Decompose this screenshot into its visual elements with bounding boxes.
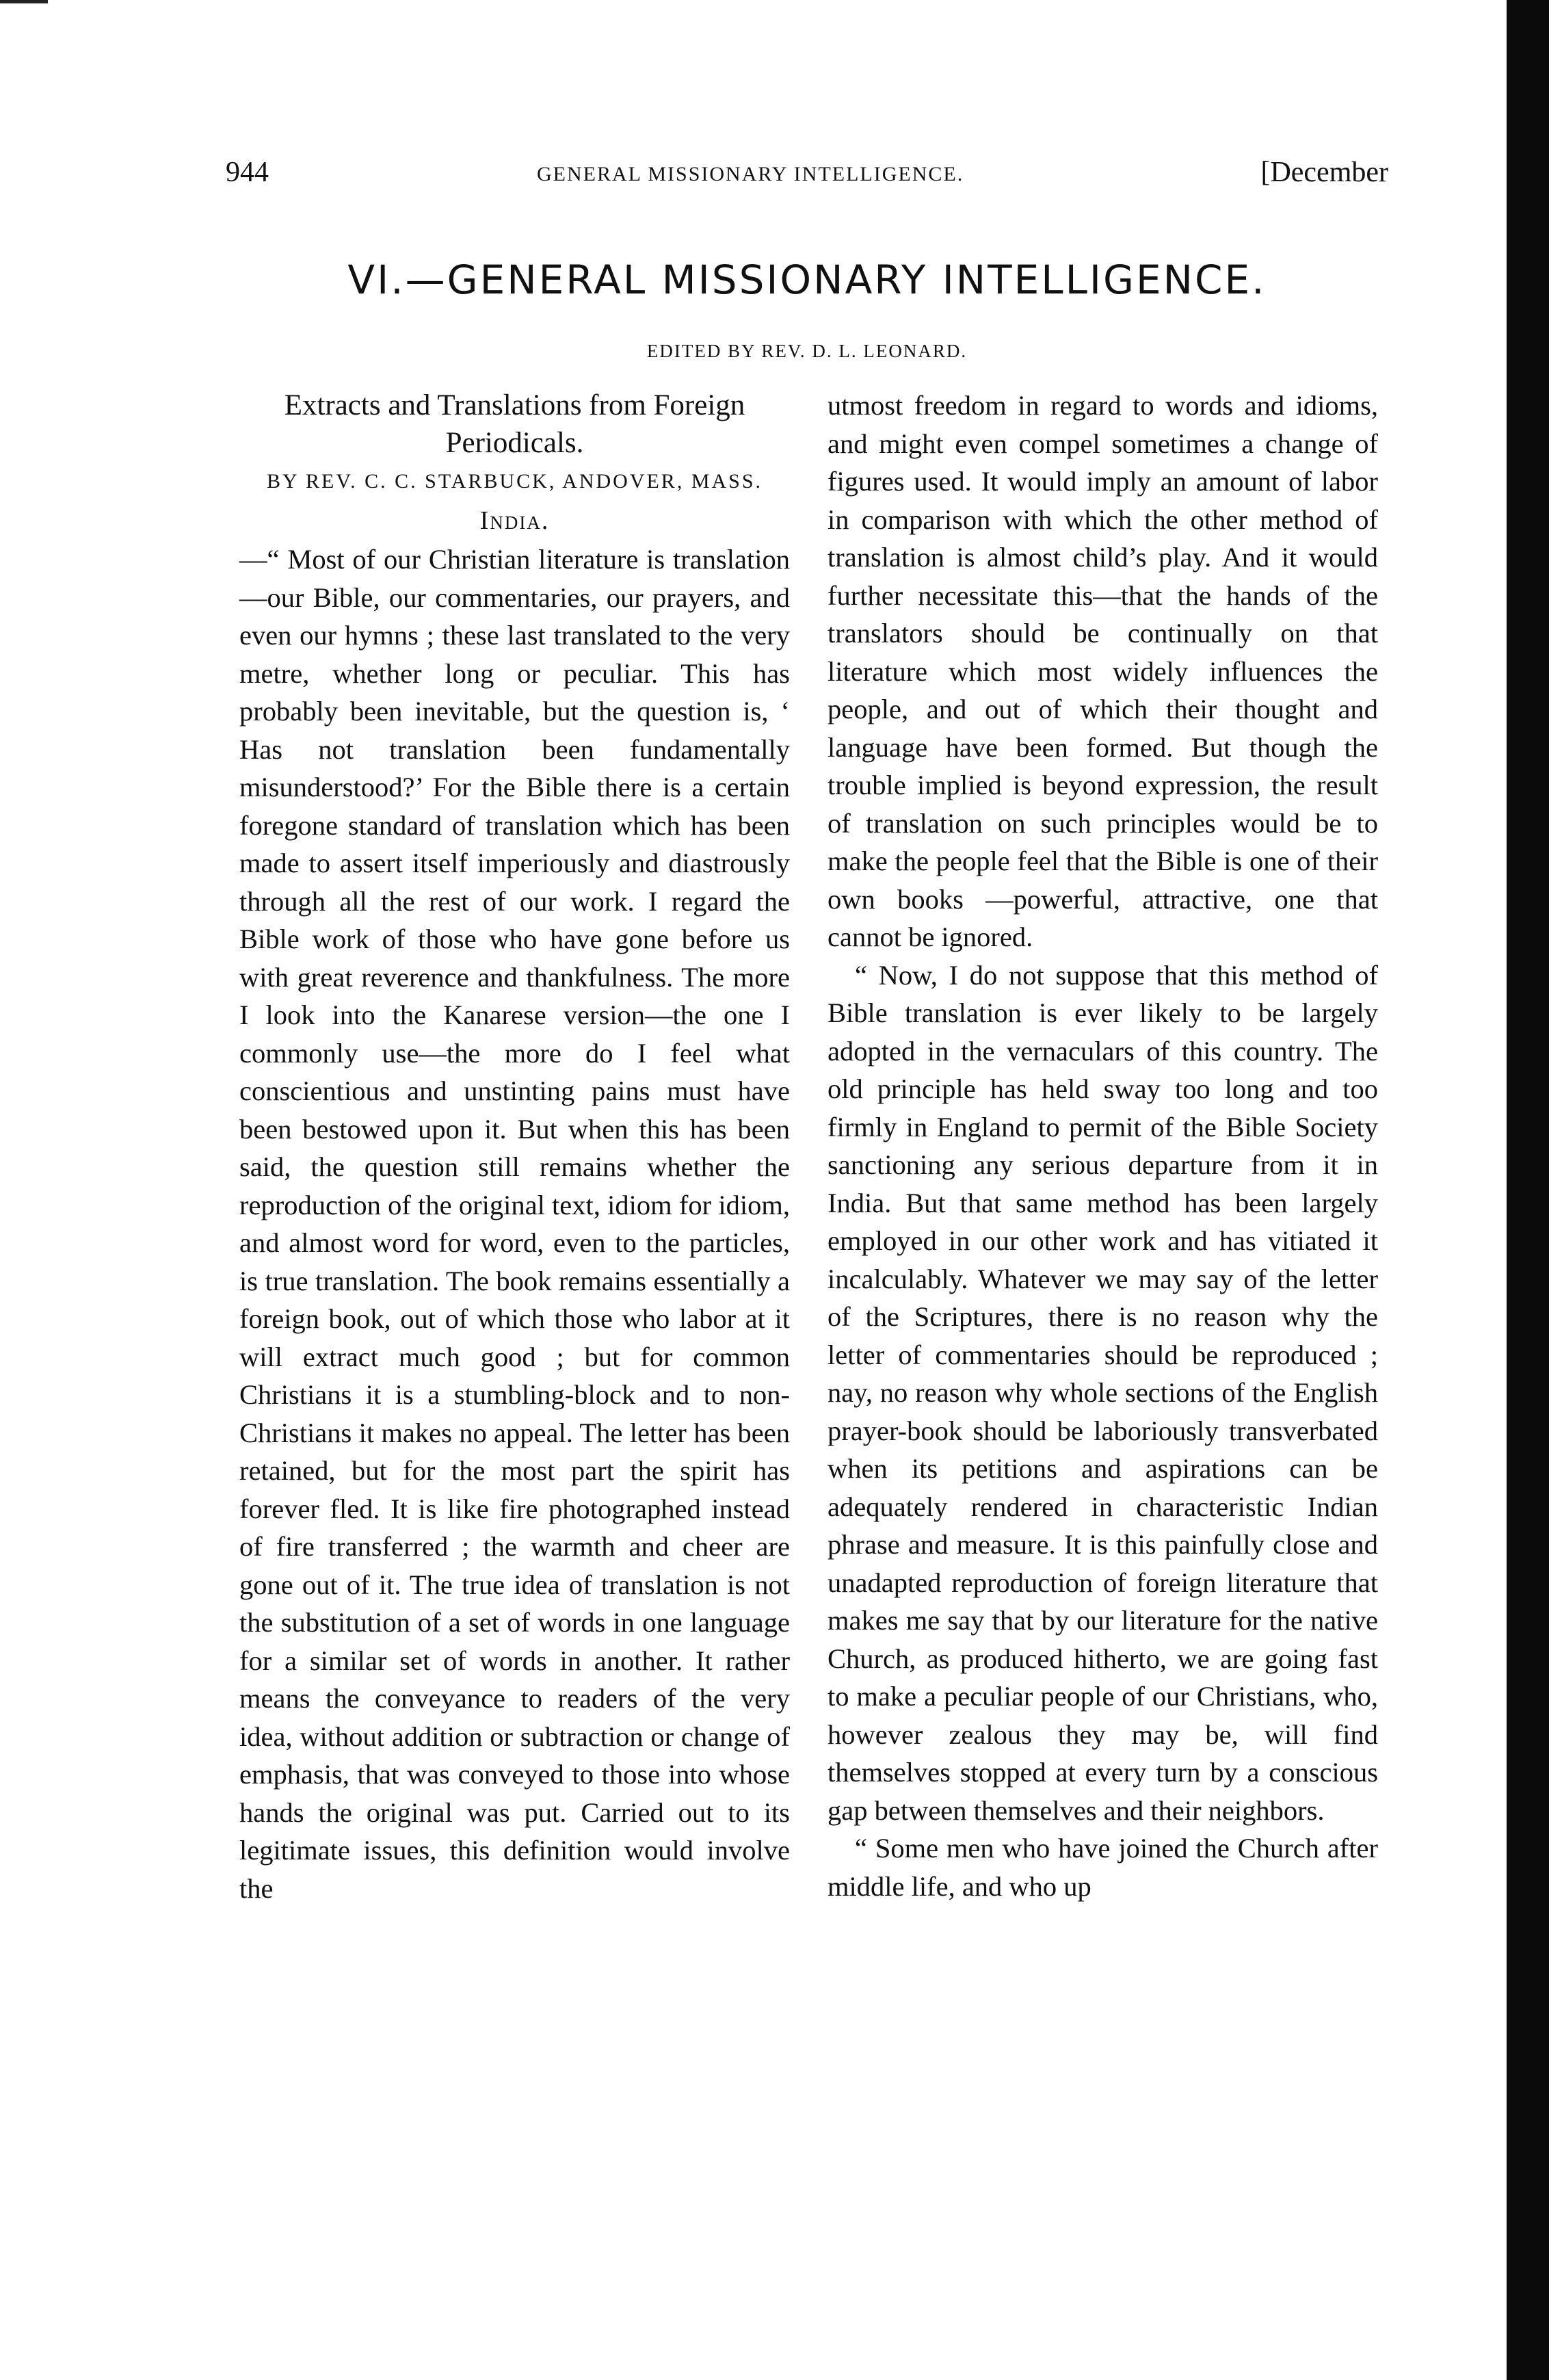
article-byline: BY REV. C. C. STARBUCK, ANDOVER, MASS. [266, 470, 763, 493]
section-heading-india: India. [479, 506, 550, 535]
section-title: VI.—GENERAL MISSIONARY INTELLIGENCE. [347, 257, 1267, 303]
page-number: 944 [226, 157, 269, 188]
left-column [239, 387, 790, 1907]
top-edge-rule [0, 0, 48, 3]
article-title: Extracts and Translations from Foreign Periodicals. [284, 389, 745, 459]
page-spine-edge [1507, 0, 1549, 2380]
editor-credit: EDITED BY REV. D. L. LEONARD. [646, 341, 968, 361]
right-body-paragraph-3: “ Some men who have joined the Church after middle life, and who up [828, 1833, 1378, 1902]
running-head [226, 156, 1388, 197]
right-body-paragraph-1: utmost freedom in regard to words and idioms, and might even compel sometimes a change of figures used. It would imply an amount of labor in comparison with which the other method of translation is almost child’s play. And it would further necessitate this—that the hands of the translators should be continually on that literature which most widely influences the people, and out of which their thought and language have been formed. But though the trouble implied is beyond expression, the result of translation on such principles would be to make the people feel that the Bible is one of their own books —powerful, attractive, one that cannot be ignored. [828, 390, 1378, 952]
running-head-title: GENERAL MISSIONARY INTELLIGENCE. [537, 163, 964, 185]
right-column [828, 387, 1378, 1905]
running-head-month: [December [1260, 157, 1388, 188]
left-body-paragraph: —“ Most of our Christian literature is translation—our Bible, our commentaries, our prayers, and even our hymns ; these last translated to the very metre, whether long or peculiar. This has probably been inevitable, but the question is, ‘ Has not translation been fundamentally misunderstood?’ For the Bible there is a certain foregone standard of translation which has been made to assert itself imperiously and diastrously through all the rest of our work. I regard the Bible work of those who have gone before us with great reverence and thankfulness. The more I look into the Kanarese version—the one I commonly use—the more do I feel what conscientious and unstinting pains must have been bestowed upon it. But when this has been said, the question still remains whether the reproduction of the original text, idiom for idiom, and almost word for word, even to the particles, is true translation. The book remains essentially a foreign book, out of which those who labor at it will extract much good ; but for common Christians it is a stumbling-block and to non-Christians it makes no appeal. The letter has been retained, but for the most part the spirit has forever fled. It is like fire photographed instead of fire transferred ; the warmth and cheer are gone out of it. The true idea of translation is not the substitution of a set of words in one language for a similar set of words in another. It rather means the conveyance to readers of the very idea, without addition or subtraction or change of emphasis, that was conveyed to those into whose hands the original was put. Carried out to its legitimate issues, this definition would involve the [239, 544, 790, 1904]
right-body-paragraph-2: “ Now, I do not suppose that this method of Bible translation is ever likely to be largely adopted in the vernaculars of this country. The old principle has held sway too long and too firmly in England to permit of the Bible Society sanctioning any serious departure from it in India. But that same method has been largely employed in our other work and has vitiated it incalculably. Whatever we may say of the letter of the Scriptures, there is no reason why the letter of commentaries should be reproduced ; nay, no reason why whole sections of the English prayer-book should be laboriously transverbated when its petitions and aspirations can be adequately rendered in characteristic Indian phrase and measure. It is this painfully close and unadapted reproduction of foreign literature that makes me say that by our literature for the native Church, as produced hitherto, we are going fast to make a peculiar people of our Christians, who, however zealous they may be, will find themselves stopped at every turn by a conscious gap between themselves and their neighbors. [828, 959, 1378, 1826]
